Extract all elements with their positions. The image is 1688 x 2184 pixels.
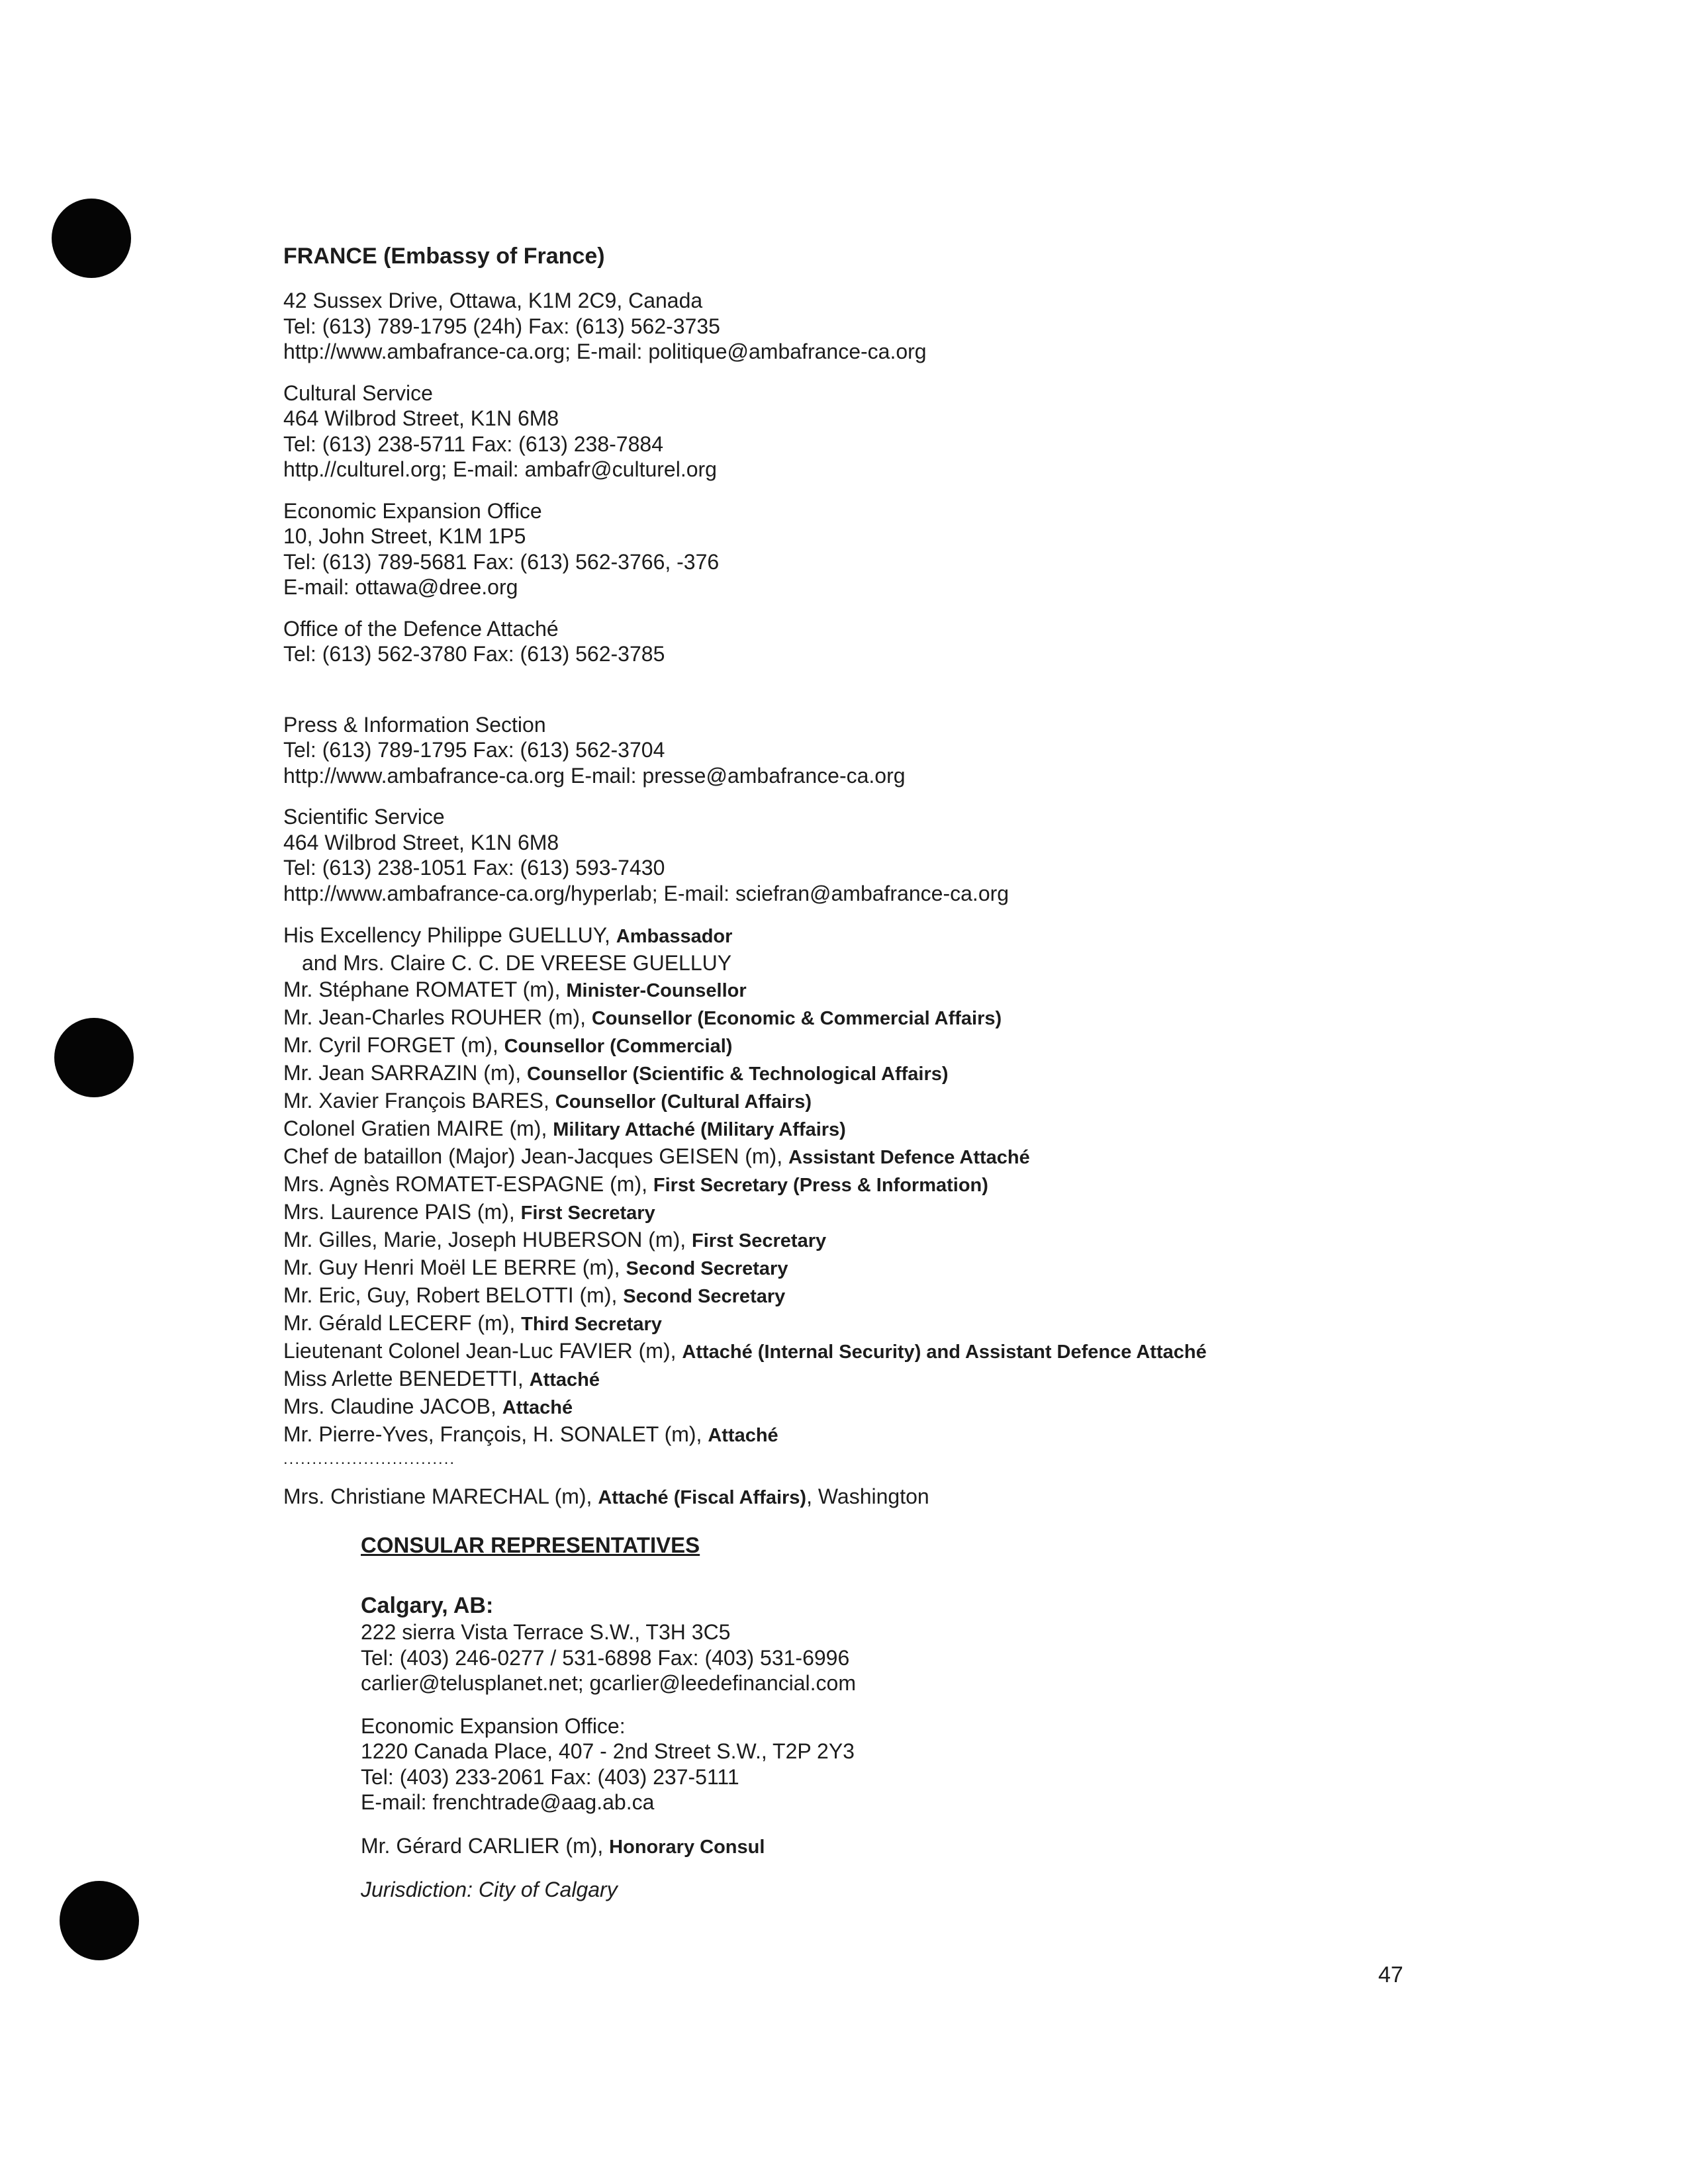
consular-heading: CONSULAR REPRESENTATIVES: [361, 1533, 700, 1557]
consulate-line: 222 sierra Vista Terrace S.W., T3H 3C5: [361, 1620, 731, 1644]
staff-name: Mr. Gérald LECERF (m),: [283, 1311, 522, 1335]
consul-title: Honorary Consul: [609, 1836, 765, 1858]
staff-title: Counsellor (Scientific & Technological Affairs): [527, 1064, 949, 1085]
embassy-address-block: [283, 288, 1541, 365]
staff-title: Second Secretary: [623, 1286, 786, 1307]
office-line: http://www.ambafrance-ca.org E-mail: presse@ambafrance-ca.org: [283, 763, 906, 788]
staff-name: Mr. Eric, Guy, Robert BELOTTI (m),: [283, 1283, 624, 1307]
consular-section: [283, 1531, 1541, 1903]
staff-name: Mrs. Agnès ROMATET-ESPAGNE (m),: [283, 1172, 653, 1196]
office-line: 1220 Canada Place, 407 - 2nd Street S.W., T2P 2Y3: [361, 1739, 855, 1763]
embassy-address: 42 Sussex Drive, Ottawa, K1M 2C9, Canada: [283, 289, 703, 312]
office-name: Scientific Service: [283, 805, 445, 829]
staff-name: Mr. Pierre-Yves, François, H. SONALET (m),: [283, 1422, 708, 1446]
honorary-consul: [361, 1833, 1541, 1860]
staff-title: Attaché (Internal Security) and Assistant Defence Attaché: [682, 1342, 1207, 1363]
office-line: Tel: (613) 789-5681 Fax: (613) 562-3766, -376: [283, 549, 720, 574]
staff-title: Counsellor (Commercial): [504, 1036, 733, 1057]
staff-title: Assistant Defence Attaché: [788, 1147, 1030, 1168]
office-line: E-mail: ottawa@dree.org: [283, 575, 518, 599]
staff-title: Counsellor (Economic & Commercial Affairs): [591, 1008, 1002, 1029]
office-name: Economic Expansion Office: [283, 498, 542, 523]
office-line: Tel: (613) 238-1051 Fax: (613) 593-7430: [283, 856, 665, 880]
office-line: http.//culturel.org; E-mail: ambafr@culturel.org: [283, 457, 717, 481]
staff-name: Mr. Stéphane ROMATET (m),: [283, 978, 567, 1001]
office-line: 464 Wilbrod Street, K1N 6M8: [283, 406, 559, 430]
staff-name: Colonel Gratien MAIRE (m),: [283, 1116, 553, 1140]
page-content: [283, 242, 1541, 1903]
staff-entry: [283, 1365, 1541, 1393]
office-line: E-mail: frenchtrade@aag.ab.ca: [361, 1790, 655, 1814]
staff-title: Second Secretary: [626, 1258, 788, 1279]
staff-name: Lieutenant Colonel Jean-Luc FAVIER (m),: [283, 1339, 682, 1363]
staff-entry: [283, 1282, 1541, 1310]
staff-entry: [283, 1421, 1541, 1449]
staff-title: Counsellor (Cultural Affairs): [555, 1091, 812, 1113]
staff-name: His Excellency Philippe GUELLUY,: [283, 923, 616, 947]
staff-entry: [283, 1393, 1541, 1421]
staff-name: Mr. Jean SARRAZIN (m),: [283, 1061, 528, 1085]
staff-title: Minister-Counsellor: [566, 980, 747, 1001]
staff-entry: [283, 950, 1541, 976]
office-line: http://www.ambafrance-ca.org/hyperlab; E-mail: sciefran@ambafrance-ca.org: [283, 881, 1009, 905]
staff-title: Ambassador: [616, 926, 733, 947]
punch-hole: [60, 1881, 139, 1960]
staff-entry-washington: [283, 1483, 1541, 1511]
office-defence-attache: [283, 616, 1541, 667]
staff-title: Third Secretary: [521, 1314, 662, 1335]
staff-entry: [283, 1143, 1541, 1171]
office-economic-expansion: [283, 498, 1541, 600]
staff-title: First Secretary: [520, 1203, 655, 1224]
separator-dots: ..............................: [283, 1450, 456, 1468]
office-name: Economic Expansion Office:: [361, 1713, 626, 1738]
staff-title: Attaché: [708, 1425, 778, 1446]
office-line: 10, John Street, K1M 1P5: [283, 524, 526, 548]
consulate-city: Calgary, AB:: [361, 1593, 494, 1618]
staff-title: Military Attaché (Military Affairs): [553, 1119, 846, 1140]
office-name: Press & Information Section: [283, 712, 546, 737]
staff-name: Mr. Guy Henri Moël LE BERRE (m),: [283, 1255, 626, 1279]
consulate-economic-office: [361, 1713, 1541, 1815]
staff-name: Mrs. Christiane MARECHAL (m),: [283, 1484, 598, 1508]
consulate-calgary: [361, 1592, 1541, 1696]
staff-entry: [283, 1199, 1541, 1226]
staff-name: Mr. Xavier François BARES,: [283, 1089, 555, 1113]
staff-name: Mr. Jean-Charles ROUHER (m),: [283, 1005, 592, 1029]
office-line: Tel: (403) 233-2061 Fax: (403) 237-5111: [361, 1764, 739, 1789]
office-line: Tel: (613) 238-5711 Fax: (613) 238-7884: [283, 432, 663, 456]
staff-name: Mr. Cyril FORGET (m),: [283, 1033, 504, 1057]
staff-entry: [283, 922, 1541, 950]
staff-entry: [283, 1226, 1541, 1254]
office-cultural-service: [283, 381, 1541, 482]
staff-title: Attaché: [529, 1369, 600, 1390]
staff-title: First Secretary (Press & Information): [653, 1175, 988, 1196]
punch-hole: [54, 1018, 134, 1097]
embassy-web: http://www.ambafrance-ca.org; E-mail: politique@ambafrance-ca.org: [283, 340, 927, 363]
punch-hole: [52, 199, 131, 278]
staff-entry: [283, 1115, 1541, 1143]
staff-list: [283, 922, 1541, 1511]
office-scientific-service: [283, 804, 1541, 906]
staff-title: Attaché: [502, 1397, 573, 1418]
page-number: 47: [1378, 1962, 1403, 1987]
jurisdiction-note: Jurisdiction: City of Calgary: [361, 1877, 618, 1901]
consul-name: Mr. Gérard CARLIER (m),: [361, 1833, 610, 1858]
staff-name: Mrs. Claudine JACOB,: [283, 1394, 502, 1418]
staff-title: Attaché (Fiscal Affairs): [598, 1487, 807, 1508]
office-name: Cultural Service: [283, 381, 433, 405]
consulate-line: carlier@telusplanet.net; gcarlier@leedefinancial.com: [361, 1671, 856, 1695]
page-title: FRANCE (Embassy of France): [283, 244, 605, 269]
staff-entry: [283, 1310, 1541, 1338]
office-name: Office of the Defence Attaché: [283, 616, 559, 641]
staff-entry: [283, 1087, 1541, 1115]
staff-entry: [283, 976, 1541, 1004]
consulate-line: Tel: (403) 246-0277 / 531-6898 Fax: (403) 531-6996: [361, 1645, 850, 1670]
office-line: Tel: (613) 789-1795 Fax: (613) 562-3704: [283, 738, 665, 762]
staff-title: First Secretary: [692, 1230, 827, 1251]
staff-entry: [283, 1004, 1541, 1032]
staff-entry: [283, 1060, 1541, 1087]
staff-name: Miss Arlette BENEDETTI,: [283, 1367, 530, 1390]
staff-name: Chef de bataillon (Major) Jean-Jacques GEISEN (m),: [283, 1144, 788, 1168]
office-press-information: [283, 712, 1541, 789]
staff-name: Mr. Gilles, Marie, Joseph HUBERSON (m),: [283, 1228, 692, 1251]
office-line: 464 Wilbrod Street, K1N 6M8: [283, 830, 559, 854]
staff-name: and Mrs. Claire C. C. DE VREESE GUELLUY: [302, 951, 732, 975]
office-line: Tel: (613) 562-3780 Fax: (613) 562-3785: [283, 642, 665, 666]
staff-entry: [283, 1338, 1541, 1365]
staff-location: , Washington: [806, 1484, 929, 1508]
staff-entry: [283, 1032, 1541, 1060]
staff-entry: [283, 1254, 1541, 1282]
staff-name: Mrs. Laurence PAIS (m),: [283, 1200, 521, 1224]
staff-entry: [283, 1171, 1541, 1199]
embassy-phone: Tel: (613) 789-1795 (24h) Fax: (613) 562-3735: [283, 314, 720, 338]
